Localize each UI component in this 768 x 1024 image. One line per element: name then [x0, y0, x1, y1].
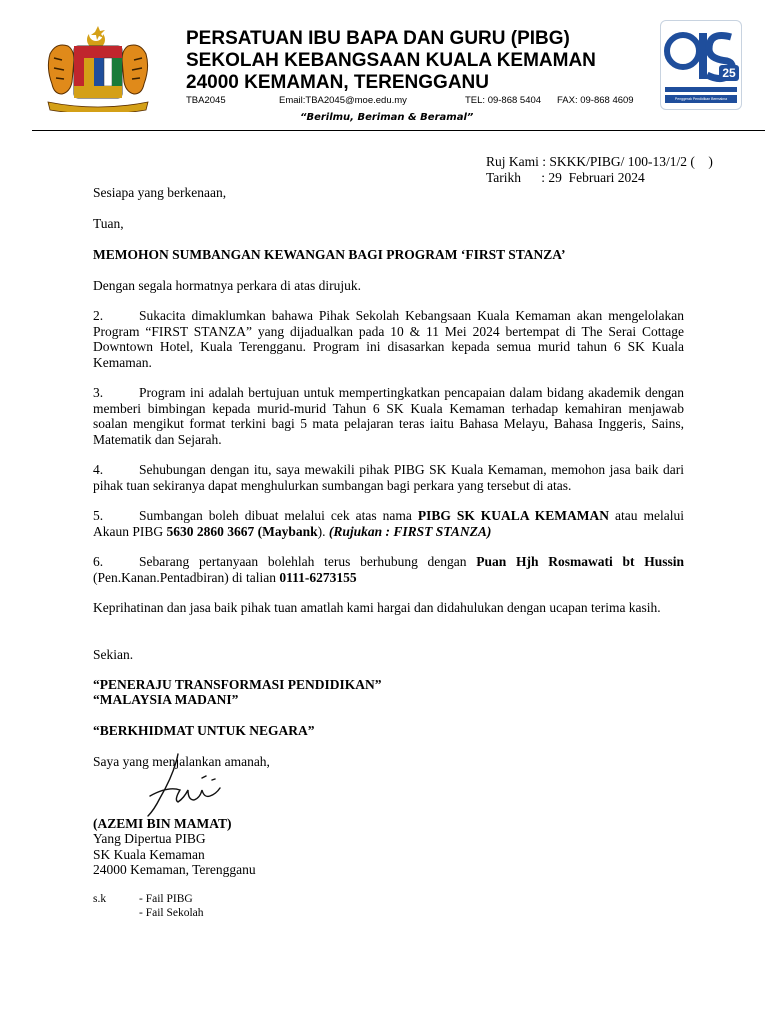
- slogan-2: “MALAYSIA MADANI”: [93, 692, 239, 707]
- paragraph-2: [93, 308, 684, 370]
- salutation-1: Sesiapa yang berkenaan,: [93, 185, 227, 200]
- signer-name: (AZEMI BIN MAMAT): [93, 816, 232, 831]
- paragraph-2-number: 2.: [93, 308, 104, 323]
- slogan-1: “PENERAJU TRANSFORMASI PENDIDIKAN”: [93, 677, 382, 692]
- cheque-payee-name: PIBG SK KUALA KEMAMAN: [417, 508, 610, 523]
- handwritten-signature: [140, 750, 230, 820]
- paragraph-3-number: 3.: [93, 385, 104, 400]
- org-name-line2: SEKOLAH KEBANGSAAN KUALA KEMAMAN: [186, 50, 596, 71]
- header-divider: [32, 130, 765, 131]
- salutation-2: Tuan,: [93, 216, 124, 231]
- paragraph-4-number: 4.: [93, 462, 104, 477]
- email-text: Email:TBA2045@moe.edu.my: [279, 95, 407, 106]
- cc-label: s.k: [93, 893, 107, 905]
- signer-org: SK Kuala Kemaman: [93, 847, 205, 862]
- paragraph-3: [93, 385, 684, 447]
- cc-item-2: - Fail Sekolah: [139, 907, 204, 919]
- paragraph-4: [93, 462, 684, 493]
- coat-of-arms-logo: [42, 24, 154, 112]
- paragraph-5-text-a: Sumbangan boleh dibuat melalui cek atas nama: [139, 508, 418, 523]
- paragraph-5-text-c: atau melalui Akaun PIBG: [93, 508, 684, 539]
- sekian-text: Sekian.: [93, 647, 134, 662]
- org-address-line: 24000 KEMAMAN, TERENGGANU: [186, 72, 489, 93]
- paragraph-6-text-a: Sebarang pertanyaan bolehlah terus berhubung dengan: [139, 554, 477, 569]
- slogan-3: “BERKHIDMAT UNTUK NEGARA”: [93, 723, 315, 738]
- intro-paragraph: Dengan segala hormatnya perkara di atas dirujuk.: [93, 278, 362, 293]
- fax-text: FAX: 09-868 4609: [557, 95, 634, 106]
- contact-person-name: Puan Hjh Rosmawati bt Hussin: [476, 554, 684, 569]
- paragraph-5-text-e: ).: [317, 523, 329, 539]
- paragraph-6-text-c: (Pen.Kanan.Pentadbiran) di talian: [93, 569, 280, 585]
- paragraph-4-text: Sehubungan dengan itu, saya mewakili pihak PIBG SK Kuala Kemaman, memohon jasa baik dari pihak tuan sekiranya dapat menghulurkan sumbangan bagi perkara yang tersebut di atas.: [93, 462, 684, 493]
- closing-paragraph: Keprihatinan dan jasa baik pihak tuan amatlah kami hargai dan didahulukan dengan ucapan terima kasih.: [93, 600, 661, 615]
- letter-date: Tarikh : 29 Februari 2024: [486, 170, 645, 185]
- reference-number: Ruj Kami : SKKK/PIBG/ 100-13/1/2 ( ): [486, 154, 713, 169]
- signer-address: 24000 Kemaman, Terengganu: [93, 862, 256, 877]
- tel-text: TEL: 09-868 5404: [465, 95, 542, 106]
- bank-account-number: 5630 2860 3667 (Maybank: [166, 523, 318, 539]
- logo-caption: Penggerak Pendidikan Bermakna: [674, 97, 728, 101]
- paragraph-3-text: Program ini adalah bertujuan untuk mempertingkatkan pencapaian dalam bidang akademik dengan memberi bimbingan kepada murid-murid Tahun 6 SK Kuala Kemaman terhadap kemahiran menjawab soalan mengikut format terkini bagi 5 mata pelajaran teras iaitu Bahasa Melayu, Bahasa Inggeris, Sains, Matematik dan Sejarah.: [93, 385, 684, 447]
- paragraph-5: [93, 508, 684, 539]
- logo-number-25: 25: [722, 66, 736, 80]
- paragraph-2-text: Sukacita dimaklumkan bahawa Pihak Sekolah Kebangsaan Kuala Kemaman akan mengelolakan Program “FIRST STANZA” yang dijadualkan pada 10 & 11 Mei 2024 bertempat di The Serai Cottage Downtown Hotel, Kuala Terengganu. Program ini disasarkan kepada semua murid tahun 6 SK Kuala Kemaman.: [93, 308, 684, 370]
- payment-reference: (Rujukan : FIRST STANZA): [328, 523, 492, 539]
- contact-phone-number: 0111-6273155: [279, 569, 357, 585]
- paragraph-5-number: 5.: [93, 508, 104, 523]
- signer-title: Yang Dipertua PIBG: [93, 831, 206, 846]
- paragraph-6: [93, 554, 684, 585]
- amanah-text: Saya yang menjalankan amanah,: [93, 754, 270, 769]
- school-code: TBA2045: [186, 95, 226, 106]
- cc-item-1: - Fail PIBG: [139, 893, 193, 905]
- paragraph-6-number: 6.: [93, 554, 104, 569]
- org-name-line1: PERSATUAN IBU BAPA DAN GURU (PIBG): [186, 28, 570, 49]
- letter-subject: MEMOHON SUMBANGAN KEWANGAN BAGI PROGRAM ‘FIRST STANZA’: [93, 247, 566, 262]
- kpm-25-logo: [660, 20, 742, 110]
- motto-text: “Berilmu, Beriman & Beramal”: [300, 112, 474, 123]
